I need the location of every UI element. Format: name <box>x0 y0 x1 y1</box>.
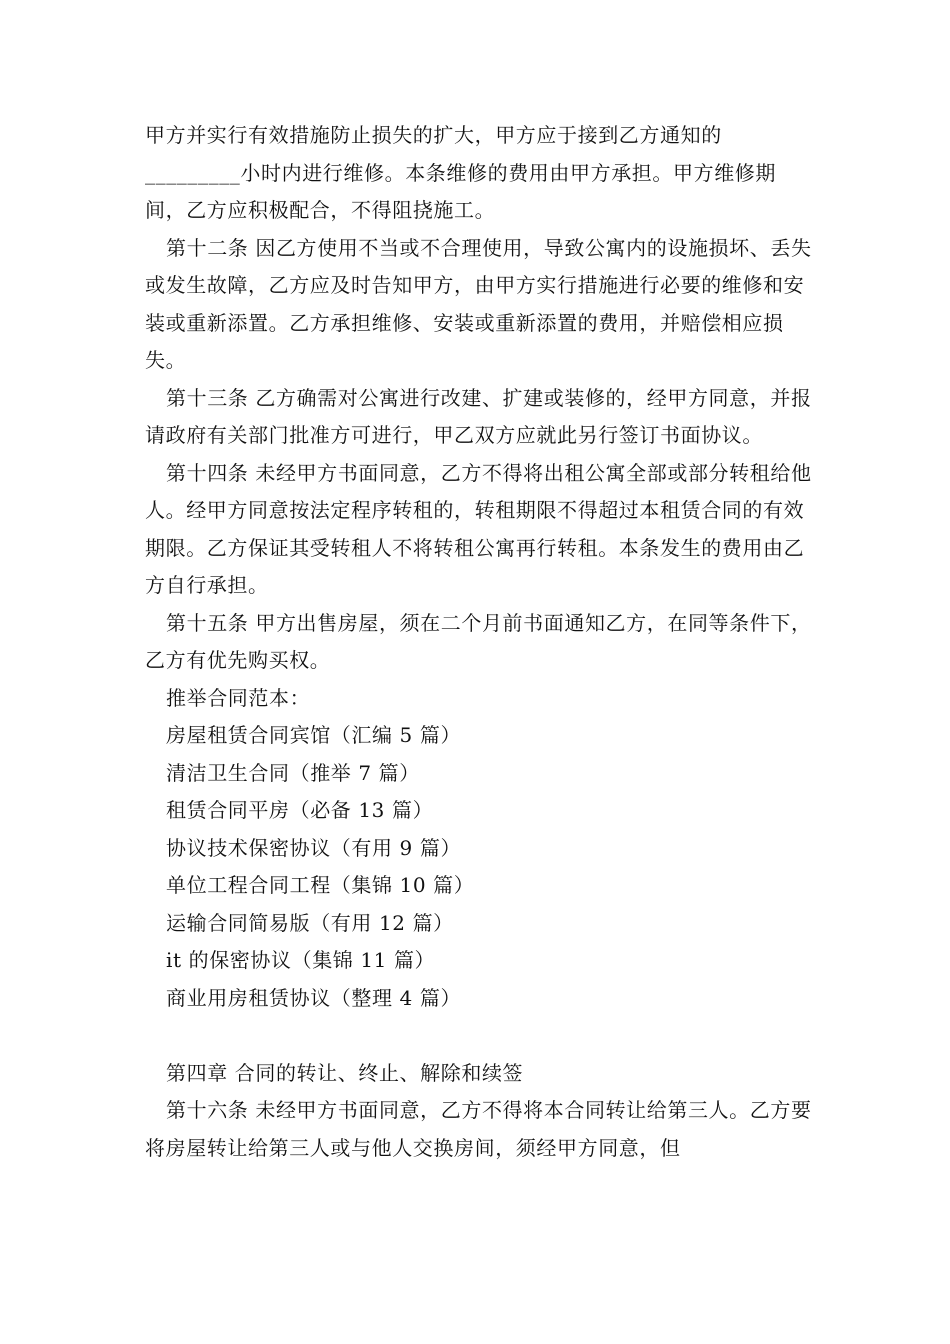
paragraph-article-13: 第十三条 乙方确需对公寓进行改建、扩建或装修的，经甲方同意，并报请政府有关部门批准方可进行，甲乙双方应就此另行签订书面协议。 <box>145 385 812 447</box>
recommend-item[interactable]: 租赁合同平房（必备 13 篇） <box>166 798 434 822</box>
paragraph-article-14: 第十四条 未经甲方书面同意，乙方不得将出租公寓全部或部分转租给他人。经甲方同意按法定程序转租的，转租期限不得超过本租赁合同的有效期限。乙方保证其受转租人不将转租公寓再行转租。本条发生的费用由乙方自行承担。 <box>145 460 812 597</box>
recommend-item[interactable]: 单位工程合同工程（集锦 10 篇） <box>166 873 475 897</box>
paragraph-article-12: 第十二条 因乙方使用不当或不合理使用，导致公寓内的设施损坏、丢失或发生故障，乙方应及时告知甲方，由甲方实行措施进行必要的维修和安装或重新添置。乙方承担维修、安装或重新添置的费用，并赔偿相应损失。 <box>145 235 812 372</box>
paragraph-article-16: 第十六条 未经甲方书面同意，乙方不得将本合同转让给第三人。乙方要将房屋转让给第三人或与他人交换房间，须经甲方同意，但 <box>145 1098 812 1160</box>
paragraph-article-15: 第十五条 甲方出售房屋，须在二个月前书面通知乙方，在同等条件下，乙方有优先购买权。 <box>145 610 812 672</box>
recommend-heading: 推举合同范本： <box>166 685 311 710</box>
recommend-item[interactable]: 清洁卫生合同（推举 7 篇） <box>166 760 420 785</box>
document-page <box>145 117 815 1167</box>
blank-line <box>145 1017 815 1055</box>
paragraph-maintenance: 甲方并实行有效措施防止损失的扩大，甲方应于接到乙方通知的_________小时内进行维修。本条维修的费用由甲方承担。甲方维修期间，乙方应积极配合，不得阻挠施工。 <box>145 123 776 222</box>
recommend-item[interactable]: 商业用房租赁协议（整理 4 篇） <box>166 985 462 1010</box>
recommend-item[interactable]: 协议技术保密协议（有用 9 篇） <box>166 835 462 860</box>
chapter-title: 第四章 合同的转让、终止、解除和续签 <box>166 1060 524 1085</box>
recommend-item[interactable]: it 的保密协议（集锦 11 篇） <box>166 948 436 972</box>
recommend-item[interactable]: 运输合同简易版（有用 12 篇） <box>166 910 454 935</box>
recommend-item[interactable]: 房屋租赁合同宾馆（汇编 5 篇） <box>166 723 462 747</box>
recommend-list <box>145 717 815 1017</box>
